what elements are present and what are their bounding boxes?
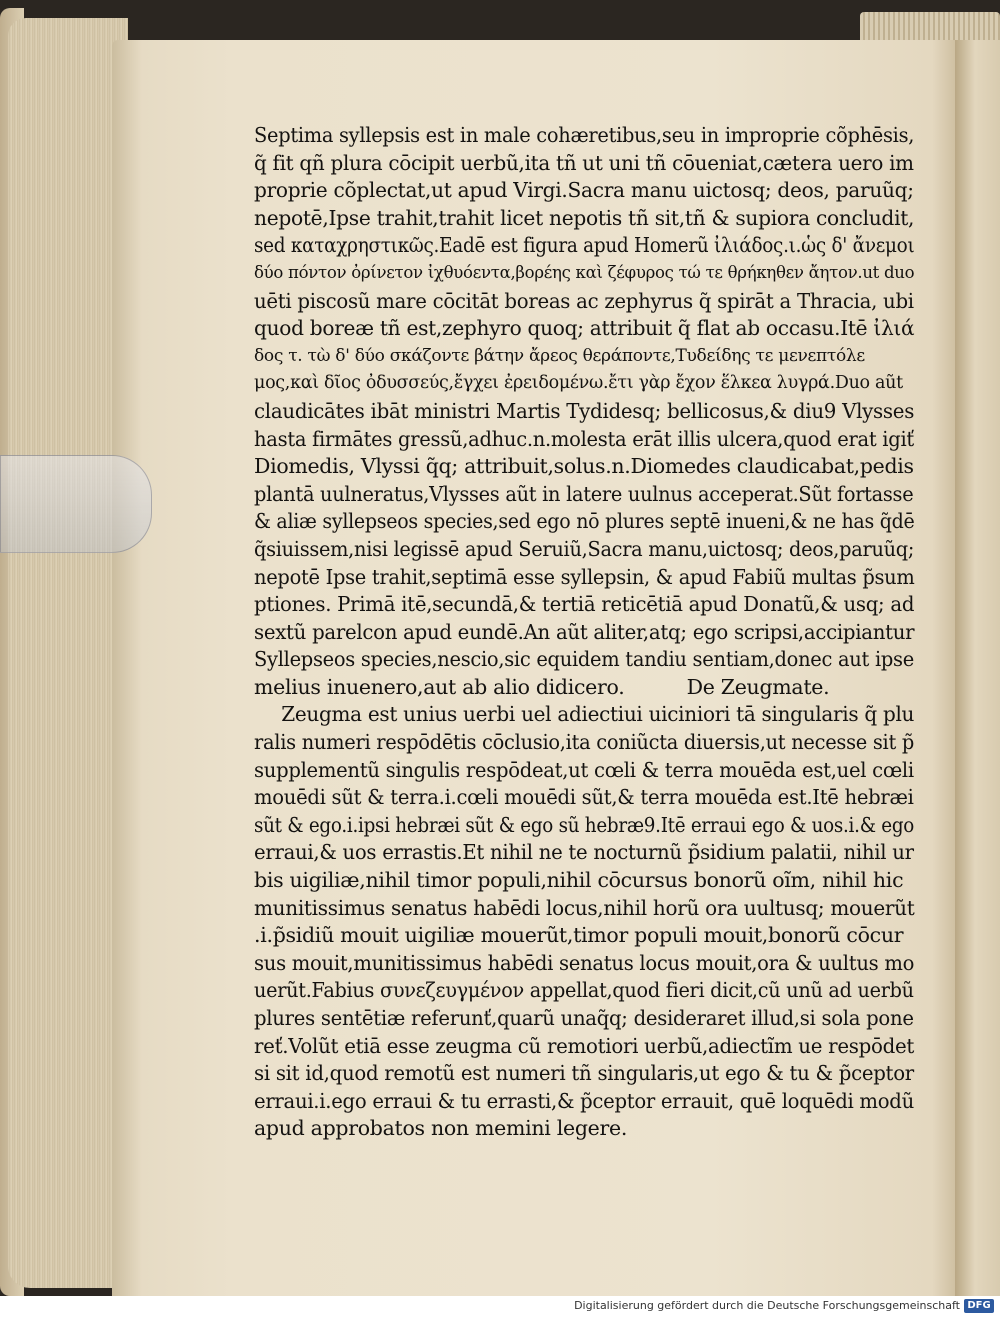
text-line: .i.p̃sidiũ mouit uigiliæ mouerũt,timor populi mouit,bonorũ cōcur xyxy=(254,923,904,948)
text-line: sextũ parelcon apud eundē.An aũt aliter,atq; ego scripsi,accipiantur xyxy=(254,619,915,644)
text-line: δος τ. τὼ δ' δύο σκάζοντε βάτην ἄρεος θεράποντε,Τυδείδης τε μενεπτόλε xyxy=(254,345,865,366)
text-line: supplementũ singulis respōdeat,ut cœli & terra mouēda est,uel cœli xyxy=(254,757,914,782)
text-line: munitissimus senatus habēdi locus,nihil horũ ora uultusq; mouerũt xyxy=(254,895,915,920)
dfg-logo[interactable]: DFG xyxy=(964,1299,994,1313)
text-line: bis uigiliæ,nihil timor populi,nihil cōcursus bonorũ oĩm, nihil hic xyxy=(254,868,904,893)
text-line: q̃ fit qñ plura cōcipit uerbũ,ita tñ ut uni tñ cōueniat,cætera uero im xyxy=(254,150,914,175)
text-line: plures sentētiæ referunť,quarũ unaq̃q; desideraret illud,si sola pone xyxy=(254,1006,914,1030)
text-line: reť.Volũt etiā esse zeugma cũ remotiori uerbũ,adiectĩm ue respōdet xyxy=(254,1033,915,1058)
text-line: melius inuenero,aut ab alio didicero. De Zeugmate. xyxy=(254,674,830,699)
text-line: Zeugma est unius uerbi uel adiectiui uiciniori tā singularis q̃ plu xyxy=(281,702,915,727)
text-line: sus mouit,munitissimus habēdi senatus locus mouit,ora & uultus mo xyxy=(254,950,915,975)
text-line: erraui.i.ego erraui & tu errasti,& p̃ceptor errauit, quē loquēdi modũ xyxy=(254,1088,914,1113)
text-line: nepotē,Ipse trahit,trahit licet nepotis tñ sit,tñ & supiora concludit, xyxy=(254,205,915,230)
text-line: claudicātes ibāt ministri Martis Tydidesq; bellicosus,& diu9 Vlysses xyxy=(254,398,915,423)
text-line: erraui,& uos errastis.Et nihil ne te nocturnũ p̃sidium palatii, nihil ur xyxy=(254,840,914,865)
text-line: Diomedis, Vlyssi q̃q; attribuit,solus.n.Diomedes claudicabat,pedis xyxy=(254,454,914,479)
text-line: sed καταχρηστικῶς.Eadē est figura apud Homerũ ἰλιάδος.ι.ὡς δ' ἄνεμοι xyxy=(254,233,915,258)
text-line: si sit id,quod remotũ est numeri tñ singularis,ut ego & tu & p̃ceptor xyxy=(254,1061,914,1086)
text-line: ralis numeri respōdētis cōclusio,ita coniũcta diuersis,ut necesse sit p̃ xyxy=(254,730,915,755)
text-line: nepotē Ipse trahit,septimā esse syllepsin, & apud Fabiũ multas p̃sum xyxy=(254,564,915,589)
text-line: & aliæ syllepseos species,sed ego nō plures septē inueni,& ne has q̃dē xyxy=(254,509,915,534)
footer-bar xyxy=(0,1296,1000,1317)
text-line: apud approbatos non memini legere. xyxy=(254,1116,628,1141)
funding-credit: Digitalisierung gefördert durch die Deutsche Forschungsgemeinschaft xyxy=(574,1299,960,1312)
page-clip xyxy=(0,455,152,553)
text-line: Syllepseos species,nescio,sic equidem tandiu sentiam,donec aut ipse xyxy=(254,647,914,672)
text-line: proprie cõplectat,ut apud Virgi.Sacra manu uictosq; deos, paruũq; xyxy=(254,178,914,203)
text-line: sũt & ego.i.ipsi hebræi sũt & ego sũ hebræ9.Itē erraui ego & uos.i.& ego xyxy=(254,812,915,837)
text-line: uēti piscosũ mare cōcitāt boreas ac zephyrus q̃ spirāt a Thracia, ubi xyxy=(254,288,914,313)
text-line: hasta firmātes gressũ,adhuc.n.molesta erāt illis ulcera,quod erat igiť xyxy=(254,426,914,451)
text-line: δύο πόντον ὀρίνετον ἰχθυόεντα,βορέης καὶ ζέφυρος τώ τε θρήκηθεν ἄητον.ut duo xyxy=(254,262,915,283)
facing-page-edge xyxy=(955,40,1000,1296)
page-text xyxy=(254,122,914,1143)
text-line: ptiones. Primā itē,secundā,& tertiā reticētiā apud Donatũ,& usq; ad xyxy=(254,592,915,617)
text-line: quod boreæ tñ est,zephyro quoq; attribuit q̃ flat ab occasu.Itē ἰλιά xyxy=(254,316,915,341)
page-stack-edges xyxy=(8,18,128,1288)
text-line: q̃siuissem,nisi legissē apud Seruiũ,Sacra manu,uictosq; deos,paruũq; xyxy=(254,536,915,561)
text-line: μος,καὶ δῖος ὀδυσσεύς,ἔγχει ἐρειδομένω.ἔτι γὰρ ἔχον ἕλκεα λυγρά.Duo aũt xyxy=(254,373,903,394)
text-line: plantā uulneratus,Vlysses aũt in latere uulnus acceperat.Sũt fortasse xyxy=(254,481,914,506)
text-line: Septima syllepsis est in male cohæretibus,seu in improprie cõphēsis, xyxy=(254,123,915,147)
text-line: uerũt.Fabius συνεζευγμένον appellat,quod fieri dicit,cũ unũ ad uerbũ xyxy=(254,978,914,1003)
text-line: mouēdi sũt & terra.i.cœli mouēdi sũt,& terra mouēda est.Itē hebræi xyxy=(254,785,914,810)
